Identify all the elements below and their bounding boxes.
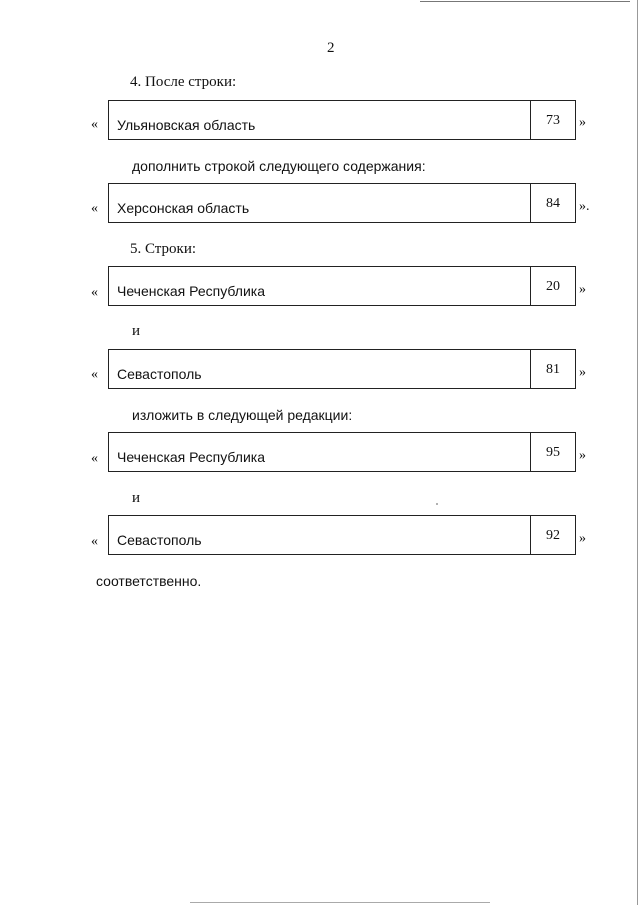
entry-row-4 [108,349,576,389]
page-number: 2 [327,40,335,56]
quote-open-2: « [91,201,98,216]
quote-close-5: » [579,448,586,463]
entry-row-5 [108,432,576,472]
entry-row-3 [108,266,576,306]
entry-code: 84 [530,184,575,222]
respectively-text: соответственно. [96,573,202,589]
page-edge-bottom [190,902,490,903]
quote-close-6: » [579,531,586,546]
quote-open-5: « [91,451,98,466]
entry-code: 81 [530,350,575,388]
quote-open-3: « [91,285,98,300]
quote-close-3: » [579,282,586,297]
entry-row-2 [108,183,576,223]
entry-name: Севастополь [117,366,202,382]
quote-open-6: « [91,534,98,549]
entry-name: Ульяновская область [117,117,256,133]
entry-row-6 [108,515,576,555]
scan-speck [436,503,438,505]
quote-close-2: ». [579,199,590,214]
page-edge-right [637,0,638,905]
and-connector-1: и [132,323,141,339]
quote-open-1: « [91,117,98,132]
supplement-text: дополнить строкой следующего содержания: [132,158,426,174]
entry-code: 73 [530,101,575,139]
entry-code: 92 [530,516,575,554]
entry-name: Чеченская Республика [117,449,265,465]
page-edge-top [420,1,630,2]
quote-open-4: « [91,367,98,382]
restate-text: изложить в следующей редакции: [132,407,353,423]
item-5-heading: 5. Строки: [130,241,197,257]
entry-code: 95 [530,433,575,471]
entry-name: Херсонская область [117,200,250,216]
quote-close-1: » [579,115,586,130]
quote-close-4: » [579,365,586,380]
entry-row-1 [108,100,576,140]
item-4-heading: 4. После строки: [130,74,237,90]
entry-name: Чеченская Республика [117,283,265,299]
entry-code: 20 [530,267,575,305]
and-connector-2: и [132,490,141,506]
entry-name: Севастополь [117,532,202,548]
